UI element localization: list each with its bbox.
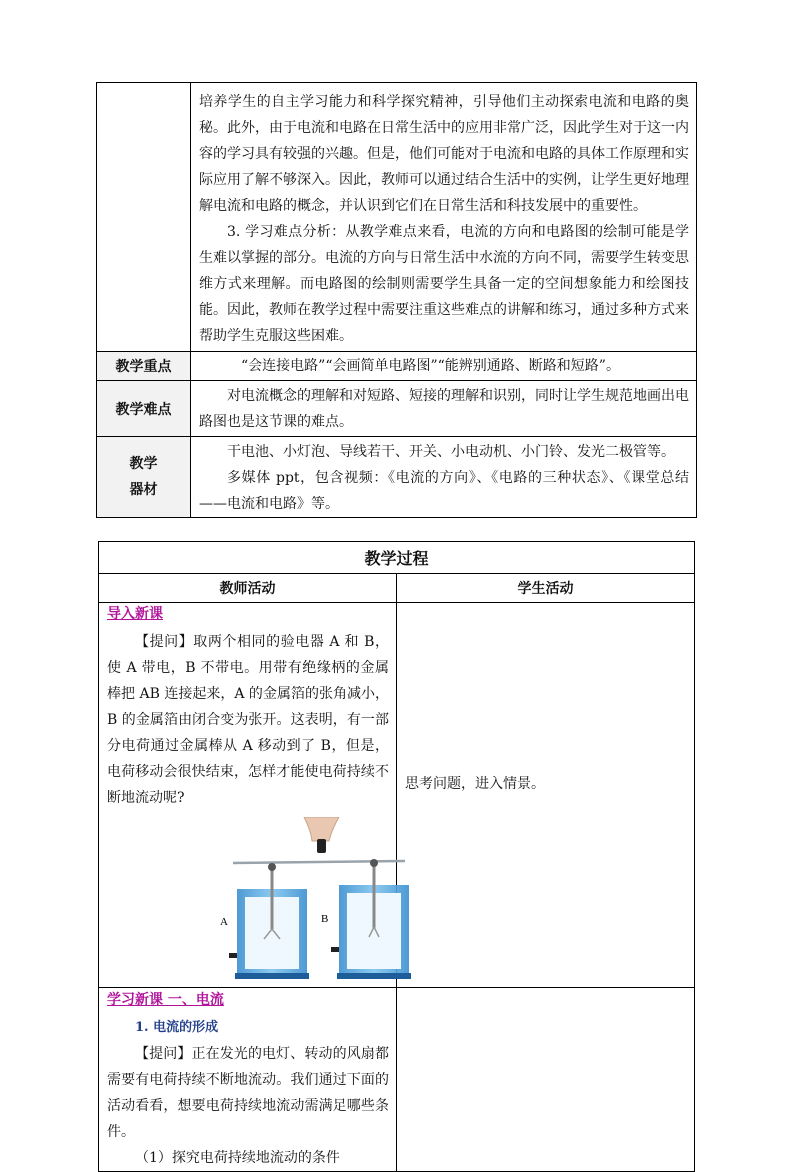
new-lesson-subheading: 1. 电流的形成: [135, 1020, 219, 1035]
equipment-label: [97, 437, 191, 518]
new-lesson-text: 【提问】正在发光的电灯、转动的风扇都需要有电荷持续不断地流动。我们通过下面的活动看看，想要电荷持续地流动需满足哪些条件。: [107, 1046, 389, 1140]
teacher-column-header: 教师活动: [99, 574, 397, 603]
equipment-media: 多媒体 ppt，包含视频：《电流的方向》、《电路的三种状态》、《课堂总结——电流和电路》等。: [199, 470, 689, 512]
difficulties-label: 教学难点: [97, 381, 191, 437]
process-title: 教学过程: [99, 542, 695, 574]
label-a: A: [220, 916, 228, 928]
new-lesson-item: （1）探究电荷持续地流动的条件: [135, 1150, 340, 1166]
process-table: [98, 541, 695, 1172]
intro-heading: 导入新课: [107, 606, 163, 622]
difficulties-cell: [191, 381, 697, 437]
electroscope-illustration: [99, 817, 593, 987]
metal-rod: [233, 861, 405, 863]
equipment-label-line2: 器材: [129, 482, 158, 498]
difficulty-analysis: 3. 学习难点分析：从教学难点来看，电流的方向和电路图的绘制可能是学生难以掌握的部分。电流的方向与日常生活中水流的方向不同，需要学生转变思维方式来理解。而电路图的绘制则需要学生具备一定的空间想象能力和绘图技能。因此，教师在教学过程中需要注重这些难点的讲解和练习，通过多种方式来帮助学生克服这些困难。: [199, 224, 689, 344]
intro-text: 【提问】取两个相同的验电器 A 和 B，使 A 带电，B 不带电。用带有绝缘柄的金属棒把 AB 连接起来，A 的金属箔的张角减小，B 的金属箔由闭合变为张开。这表明，有一部分电荷通过金属棒从 A 移动到了 B，但是，电荷移动会很快结束，怎样才能使电荷持续不断地流动呢?: [107, 634, 389, 806]
intro-student-text: 思考问题，进入情景。: [405, 776, 545, 792]
new-lesson-student-cell: [397, 988, 695, 1172]
hand-icon: [304, 817, 339, 853]
equipment-list: 干电池、小灯泡、导线若干、开关、小电动机、小门铃、发光二极管等。: [227, 444, 675, 460]
equipment-label-line1: 教学: [129, 456, 158, 472]
analysis-cell: [191, 83, 697, 352]
info-table: [96, 82, 697, 518]
label-b: B: [321, 913, 329, 925]
electroscope-figure: [99, 817, 396, 987]
key-points-cell: [191, 352, 697, 381]
intro-teacher-cell: [99, 603, 397, 988]
electroscope-a: [229, 863, 309, 979]
new-lesson-teacher-cell: [99, 988, 397, 1172]
analysis-continuation: 培养学生的自主学习能力和科学探究精神，引导他们主动探索电流和电路的奥秘。此外，由于电流和电路在日常生活中的应用非常广泛，因此学生对于这一内容的学习具有较强的兴趣。但是，他们可能对于电流和电路的具体工作原理和实际应用了解不够深入。因此，教师可以通过结合生活中的实例，让学生更好地理解电流和电路的概念，并认识到它们在日常生活和科技发展中的重要性。: [199, 94, 689, 214]
equipment-cell: [191, 437, 697, 518]
difficulties-text: 对电流概念的理解和对短路、短接的理解和识别，同时让学生规范地画出电路图也是这节课的难点。: [199, 387, 689, 430]
key-points-label: 教学重点: [97, 352, 191, 381]
key-points-text: “会连接电路”“会画简单电路图”“能辨别通路、断路和短路”。: [241, 358, 620, 374]
electroscope-b: [331, 859, 411, 979]
new-lesson-heading: 学习新课 一、电流: [107, 992, 224, 1008]
student-column-header: 学生活动: [397, 574, 695, 603]
blank-label-cell: [97, 83, 191, 352]
